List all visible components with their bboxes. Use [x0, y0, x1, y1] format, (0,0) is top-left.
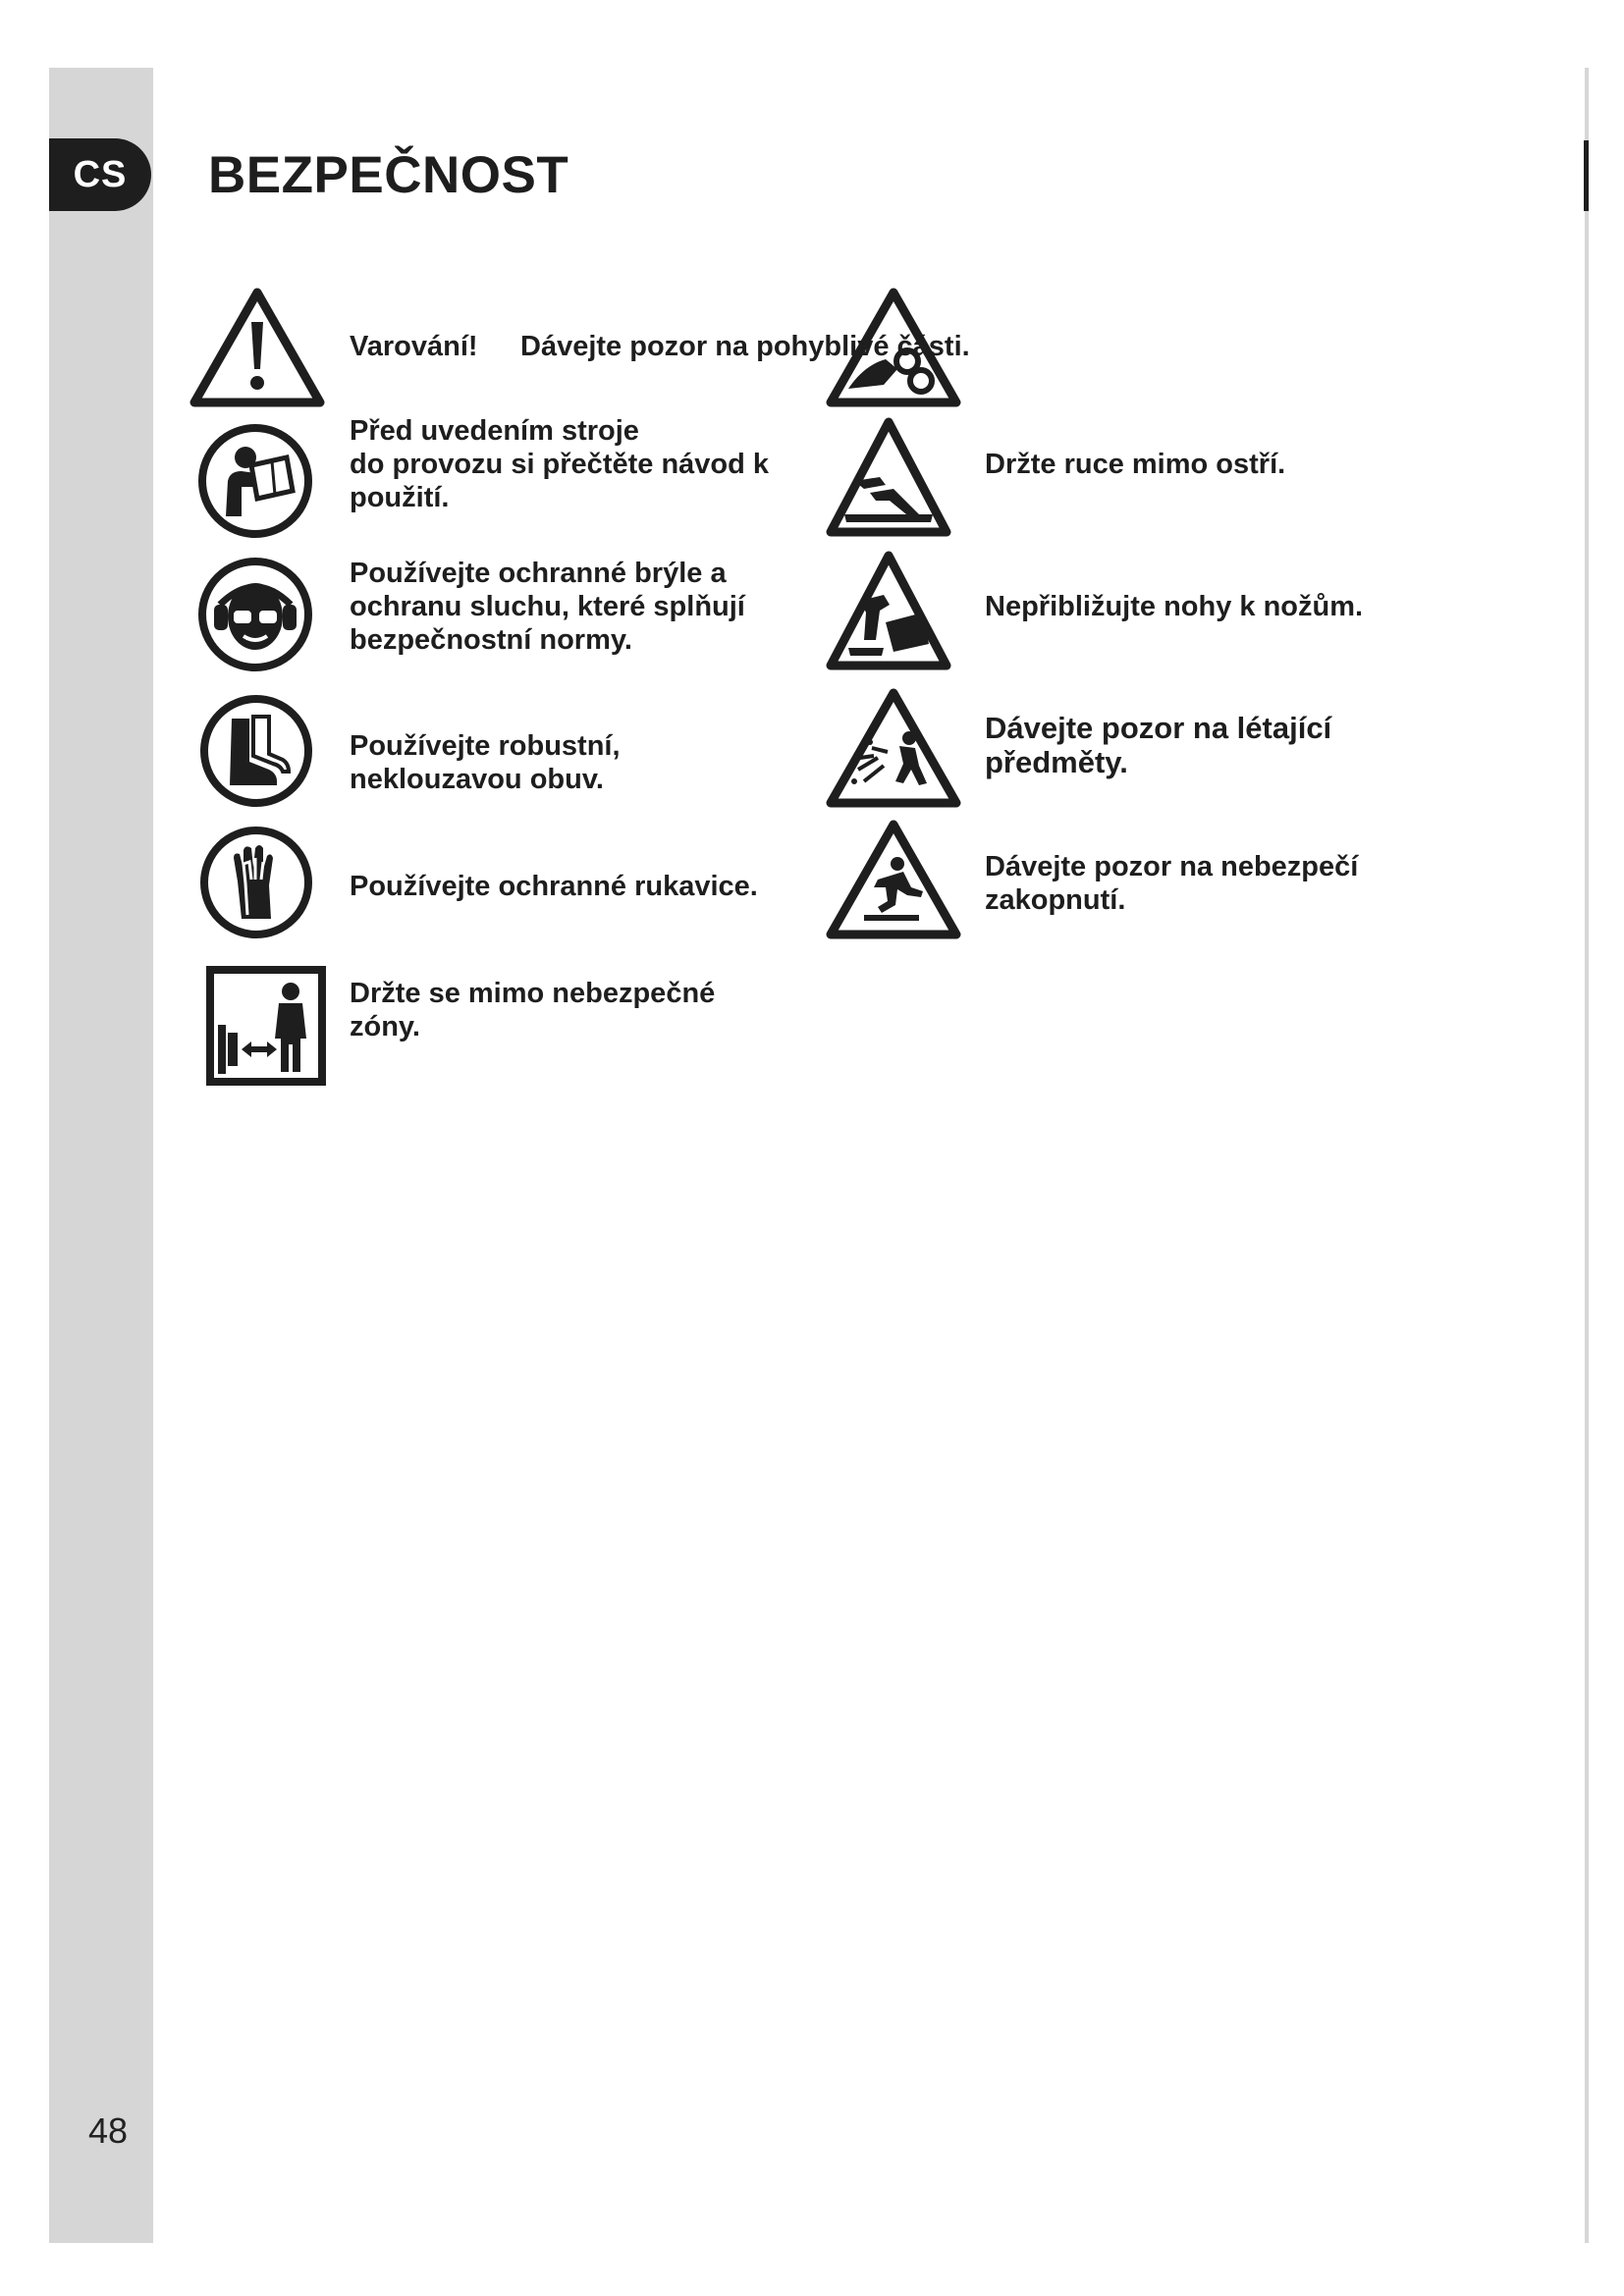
left-margin-bar: [49, 68, 153, 2243]
safety-gloves-text: [350, 870, 801, 903]
keep-distance-icon: [206, 966, 326, 1086]
text-line: zóny.: [350, 1011, 420, 1042]
right-margin-rule: [1585, 68, 1589, 2243]
text-line: Používejte ochranné brýle a: [350, 558, 727, 589]
text-line: Držte ruce mimo ostří.: [985, 449, 1286, 480]
text-line: neklouzavou obuv.: [350, 764, 604, 795]
safety-boots-text: [350, 729, 801, 796]
text-line: do provozu si přečtěte návod k: [350, 449, 770, 480]
moving-parts-text: Dávejte pozor na pohyblivé části.: [520, 331, 970, 362]
text-line: Před uvedením stroje: [350, 415, 639, 447]
foot-cut-text: [985, 590, 1436, 623]
right-section-marker: [1584, 140, 1589, 211]
flying-objects-text: [985, 711, 1436, 779]
trip-hazard-warning-icon: [825, 819, 962, 940]
text-line: Používejte ochranné rukavice.: [350, 871, 758, 902]
foot-cut-warning-icon: [825, 550, 952, 671]
warning-triangle-icon: [189, 287, 326, 408]
warning-text: Varování!: [350, 331, 478, 362]
text-line: Dávejte pozor na nebezpečí: [985, 851, 1359, 882]
text-line: použití.: [350, 482, 450, 513]
read-manual-text: [350, 414, 801, 514]
text-line: Dávejte pozor na létající: [985, 711, 1332, 745]
flying-objects-warning-icon: [825, 687, 962, 809]
keep-distance-text: [350, 977, 801, 1043]
text-line: Držte se mimo nebezpečné: [350, 978, 716, 1009]
trip-hazard-text: [985, 850, 1436, 917]
text-line: zakopnutí.: [985, 884, 1126, 916]
page-number: 48: [88, 2110, 129, 2151]
hand-cut-text: [985, 448, 1436, 481]
text-line: bezpečnostní normy.: [350, 624, 632, 656]
language-badge: CS: [49, 138, 151, 211]
eye-ear-protection-icon: [196, 556, 314, 673]
eye-ear-protection-text: [350, 557, 801, 657]
text-line: Používejte robustní,: [350, 730, 621, 762]
text-line: Nepřibližujte nohy k nožům.: [985, 591, 1364, 622]
hand-cut-warning-icon: [825, 416, 952, 538]
read-manual-icon: [196, 422, 314, 540]
text-line: ochranu sluchu, které splňují: [350, 591, 745, 622]
safety-gloves-icon: [198, 825, 314, 940]
safety-boots-icon: [198, 693, 314, 809]
page-title: BEZPEČNOST: [208, 146, 569, 204]
text-line: předměty.: [985, 745, 1128, 779]
